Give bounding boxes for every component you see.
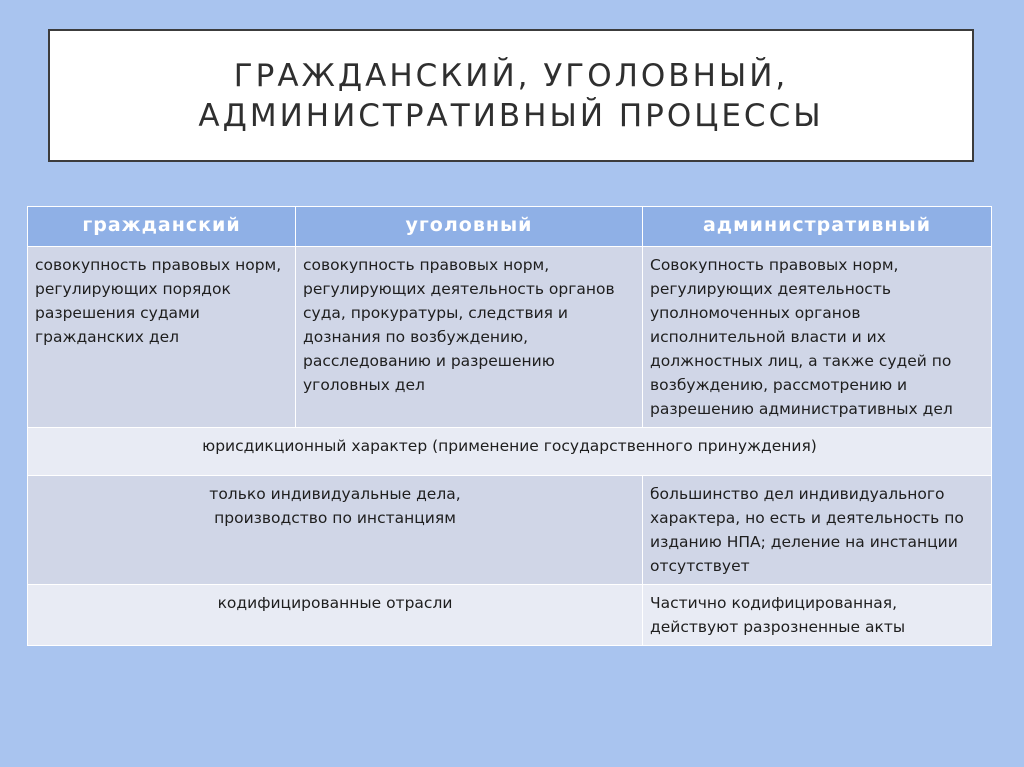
- table-header-row: [28, 207, 992, 247]
- header-criminal: уголовный: [296, 207, 643, 247]
- table-row: [28, 585, 992, 646]
- cell-partially-codified: Частично кодифицированная, действуют разрозненные акты: [643, 585, 992, 646]
- header-administrative: административный: [643, 207, 992, 247]
- cell-jurisdiction: юрисдикционный характер (применение государственного принуждения): [28, 428, 992, 476]
- cell-administrative-definition: Совокупность правовых норм, регулирующих деятельность уполномоченных органов исполнительной власти и их должностных лиц, а также судей по возбуждению, рассмотрению и разрешению административных дел: [643, 247, 992, 428]
- cell-criminal-definition: совокупность правовых норм, регулирующих деятельность органов суда, прокуратуры, следствия и дознания по возбуждению, расследованию и разрешению уголовных дел: [296, 247, 643, 428]
- table-row: [28, 428, 992, 476]
- cell-administrative-cases: большинство дел индивидуального характера, но есть и деятельность по изданию НПА; деление на инстанции отсутствует: [643, 476, 992, 585]
- cell-codified: кодифицированные отрасли: [28, 585, 643, 646]
- table-row: [28, 247, 992, 428]
- cell-civil-definition: совокупность правовых норм, регулирующих порядок разрешения судами гражданских дел: [28, 247, 296, 428]
- cell-individual-cases-line2: производство по инстанциям: [214, 509, 456, 527]
- slide-title: [198, 56, 823, 136]
- header-civil: гражданский: [28, 207, 296, 247]
- title-line-1: ГРАЖДАНСКИЙ, УГОЛОВНЫЙ,: [233, 57, 789, 94]
- cell-individual-cases-line1: только индивидуальные дела,: [209, 485, 461, 503]
- title-box: [48, 29, 974, 162]
- comparison-table: [27, 206, 992, 646]
- cell-individual-cases: [28, 476, 643, 585]
- title-line-2: АДМИНИСТРАТИВНЫЙ ПРОЦЕССЫ: [198, 97, 824, 134]
- table-row: [28, 476, 992, 585]
